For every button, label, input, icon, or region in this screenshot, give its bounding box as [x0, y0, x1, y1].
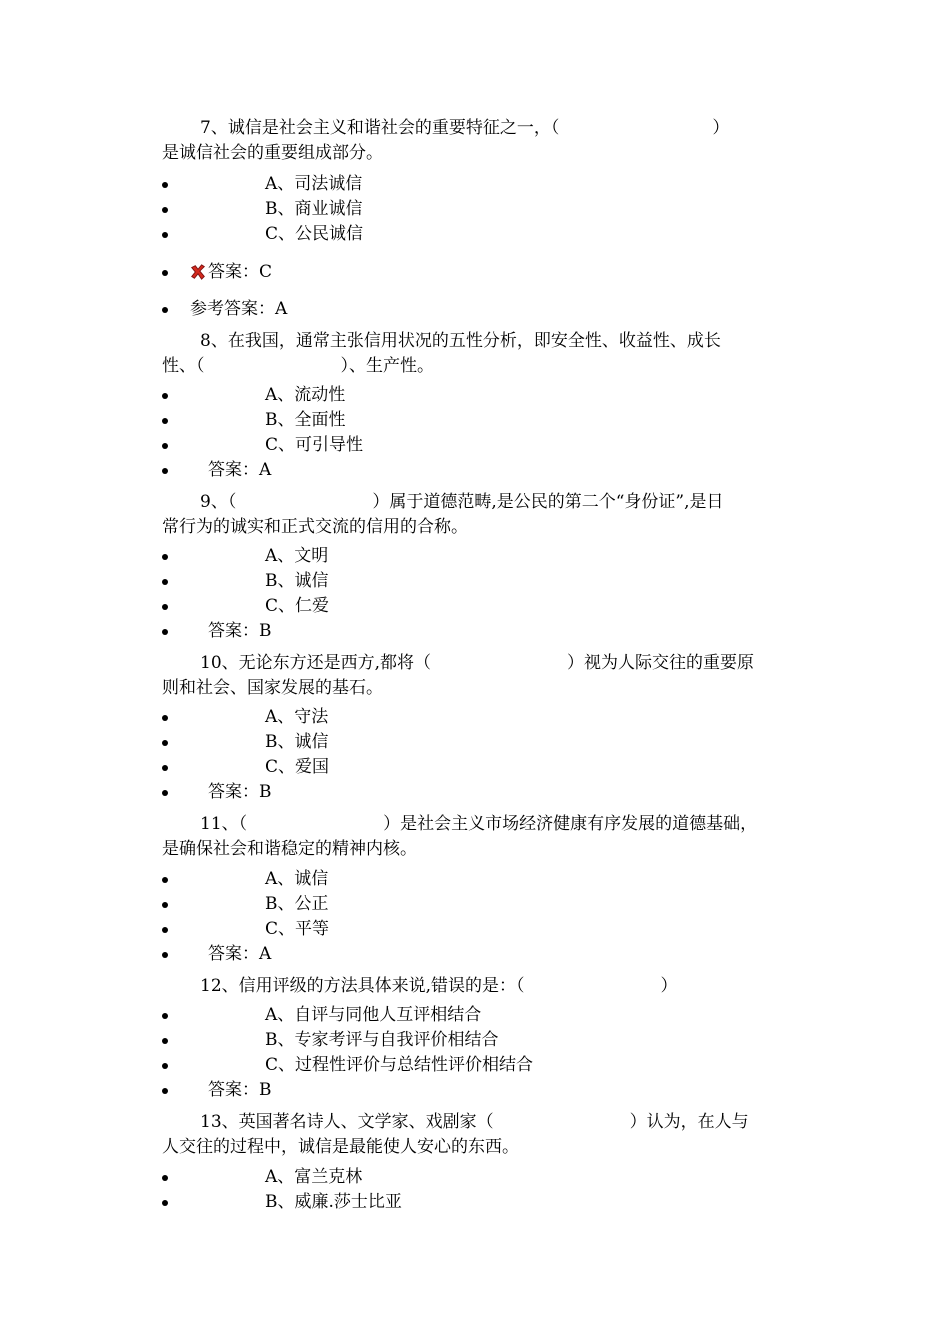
- bullet-dot-icon: [162, 232, 168, 238]
- option-b: B、全面性: [265, 410, 346, 430]
- question-9: [162, 490, 790, 540]
- option-c: C、爱国: [265, 757, 330, 777]
- list-item: [162, 594, 802, 619]
- option-b: B、威廉.莎士比亚: [265, 1192, 402, 1212]
- bullet-dot-icon: [162, 270, 168, 276]
- option-a: A、流动性: [265, 385, 346, 405]
- question-text-continued: 是确保社会和谐稳定的精神内核。: [162, 839, 417, 859]
- option-b: B、专家考评与自我评价相结合: [265, 1030, 499, 1050]
- bullet-dot-icon: [162, 307, 168, 313]
- list-item: [162, 408, 802, 433]
- reference-answer: 参考答案：A: [190, 299, 288, 319]
- bullet-dot-icon: [162, 1088, 168, 1094]
- list-item: [162, 1078, 802, 1103]
- list-item: [162, 730, 802, 755]
- option-a: A、富兰克林: [265, 1167, 363, 1187]
- list-item: [162, 705, 802, 730]
- option-a: A、诚信: [265, 869, 329, 889]
- option-b: B、诚信: [265, 732, 329, 752]
- answer: 答案：A: [208, 944, 272, 964]
- option-b: B、公正: [265, 894, 329, 914]
- x-mark-icon: [189, 263, 207, 281]
- question-text: 12、信用评级的方法具体来说,错误的是：（ ）: [200, 976, 678, 996]
- list-item: [162, 172, 802, 197]
- list-item: [162, 892, 802, 917]
- question-text: 11、（ ）是社会主义市场经济健康有序发展的道德基础，: [200, 814, 758, 834]
- bullet-dot-icon: [162, 579, 168, 585]
- bullet-dot-icon: [162, 927, 168, 933]
- answer: 答案：B: [208, 782, 272, 802]
- bullet-dot-icon: [162, 1038, 168, 1044]
- question-10: [162, 651, 790, 701]
- bullet-dot-icon: [162, 740, 168, 746]
- list-item: [162, 780, 802, 805]
- question-text: 8、在我国，通常主张信用状况的五性分析，即安全性、收益性、成长: [200, 331, 721, 351]
- list-item: [162, 197, 802, 222]
- question-8: [162, 329, 790, 379]
- list-item: [162, 1003, 802, 1028]
- list-item: [162, 1028, 802, 1053]
- bullet-dot-icon: [162, 1063, 168, 1069]
- bullet-dot-icon: [162, 554, 168, 560]
- bullet-dot-icon: [162, 1175, 168, 1181]
- bullet-dot-icon: [162, 952, 168, 958]
- bullet-dot-icon: [162, 443, 168, 449]
- bullet-dot-icon: [162, 393, 168, 399]
- list-item: [162, 1165, 802, 1190]
- list-item: [162, 433, 802, 458]
- answer: 答案：B: [208, 621, 272, 641]
- list-item: [162, 1053, 802, 1078]
- bullet-dot-icon: [162, 629, 168, 635]
- list-item: [162, 917, 802, 942]
- list-item: [162, 297, 802, 322]
- option-c: C、仁爱: [265, 596, 330, 616]
- option-a: A、司法诚信: [265, 174, 363, 194]
- question-text-continued: 常行为的诚实和正式交流的信用的合称。: [162, 517, 468, 537]
- option-c: C、平等: [265, 919, 330, 939]
- option-b: B、诚信: [265, 571, 329, 591]
- option-a: A、自评与同他人互评相结合: [265, 1005, 482, 1025]
- list-item: [162, 619, 802, 644]
- bullet-dot-icon: [162, 877, 168, 883]
- bullet-dot-icon: [162, 604, 168, 610]
- question-text: 13、英国著名诗人、文学家、戏剧家（ ）认为，在人与: [200, 1112, 749, 1132]
- bullet-dot-icon: [162, 715, 168, 721]
- question-11: [162, 812, 790, 862]
- option-a: A、文明: [265, 546, 329, 566]
- answer: 答案：B: [208, 1080, 272, 1100]
- list-item: [162, 222, 802, 247]
- question-12: [162, 974, 790, 999]
- list-item: [162, 458, 802, 483]
- bullet-dot-icon: [162, 902, 168, 908]
- question-text-continued: 人交往的过程中，诚信是最能使人安心的东西。: [162, 1137, 519, 1157]
- user-answer: 答案：C: [208, 262, 273, 282]
- list-item: [162, 383, 802, 408]
- option-c: C、公民诚信: [265, 224, 364, 244]
- question-text: 9、（ ）属于道德范畴,是公民的第二个“身份证”,是日: [200, 492, 724, 512]
- option-a: A、守法: [265, 707, 329, 727]
- list-item: [162, 260, 802, 285]
- question-text-continued: 性、（ ）、生产性。: [162, 356, 434, 376]
- list-item: [162, 569, 802, 594]
- list-item: [162, 1190, 802, 1215]
- question-13: [162, 1110, 790, 1160]
- bullet-dot-icon: [162, 790, 168, 796]
- option-c: C、可引导性: [265, 435, 364, 455]
- question-7: [162, 116, 790, 166]
- list-item: [162, 942, 802, 967]
- bullet-dot-icon: [162, 1013, 168, 1019]
- bullet-dot-icon: [162, 765, 168, 771]
- option-c: C、过程性评价与总结性评价相结合: [265, 1055, 534, 1075]
- bullet-dot-icon: [162, 418, 168, 424]
- question-text-continued: 是诚信社会的重要组成部分。: [162, 143, 383, 163]
- option-b: B、商业诚信: [265, 199, 363, 219]
- bullet-dot-icon: [162, 182, 168, 188]
- list-item: [162, 755, 802, 780]
- list-item: [162, 867, 802, 892]
- answer: 答案：A: [208, 460, 272, 480]
- list-item: [162, 544, 802, 569]
- bullet-dot-icon: [162, 468, 168, 474]
- question-text: 7、诚信是社会主义和谐社会的重要特征之一，（ ）: [200, 118, 730, 138]
- bullet-dot-icon: [162, 207, 168, 213]
- question-text: 10、无论东方还是西方,都将（ ）视为人际交往的重要原: [200, 653, 755, 673]
- question-text-continued: 则和社会、国家发展的基石。: [162, 678, 383, 698]
- bullet-dot-icon: [162, 1200, 168, 1206]
